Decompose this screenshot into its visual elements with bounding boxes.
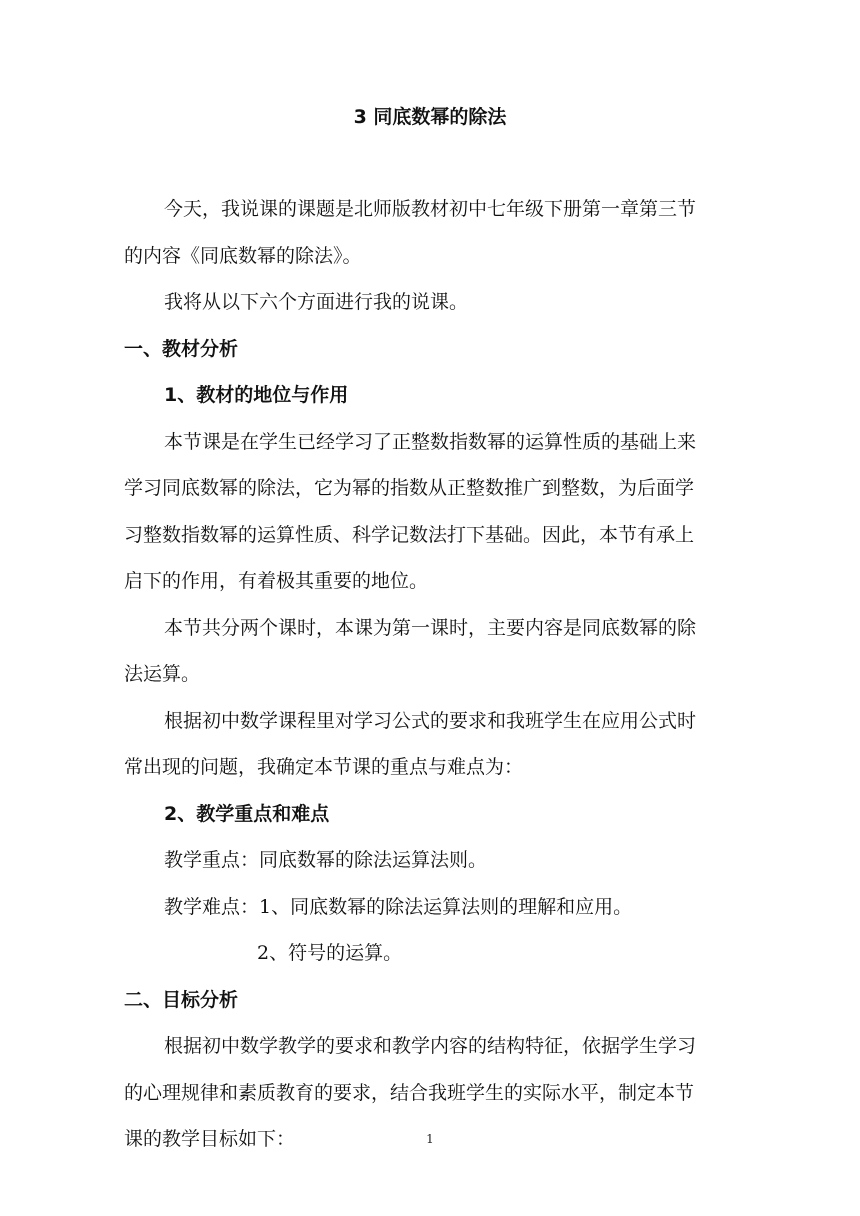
paragraph-line: 课的教学目标如下： (124, 1128, 296, 1150)
paragraph-line: 的内容《同底数幂的除法》。 (124, 244, 362, 267)
paragraph-line: 根据初中数学教学的要求和教学内容的结构特征，依据学生学习 (164, 1035, 697, 1057)
key-point-line: 教学重点：同底数幂的除法运算法则。 (164, 849, 488, 871)
difficulty-line: 教学难点：1、同底数幂的除法运算法则的理解和应用。 (164, 895, 633, 918)
paragraph-line: 今天，我说课的课题是北师版教材初中七年级下册第一章第三节 (164, 198, 697, 220)
paragraph-line: 本节共分两个课时，本课为第一课时，主要内容是同底数幂的除 (164, 616, 697, 639)
paragraph-line: 启下的作用，有着极其重要的地位。 (124, 570, 429, 592)
paragraph-line: 常出现的问题，我确定本节课的重点与难点为： (124, 756, 524, 778)
difficulty-continuation-line: 2、符号的运算。 (257, 942, 403, 964)
paragraph-line: 根据初中数学课程里对学习公式的要求和我班学生在应用公式时 (164, 709, 697, 732)
document-body (124, 186, 739, 1163)
paragraph-line: 我将从以下六个方面进行我的说课。 (164, 291, 469, 313)
page-number: 1 (426, 1132, 434, 1146)
paragraph-line: 学习同底数幂的除法，它为幂的指数从正整数推广到整数，为后面学 (124, 477, 695, 499)
subsection-heading-1: 1、教材的地位与作用 (164, 384, 349, 406)
section-heading-2: 二、目标分析 (124, 988, 239, 1011)
document-title: 3 同底数幂的除法 (353, 106, 507, 128)
paragraph-line: 的心理规律和素质教育的要求，结合我班学生的实际水平，制定本节 (124, 1081, 695, 1104)
paragraph-line: 习整数指数幂的运算性质、科学记数法打下基础。因此，本节有承上 (124, 523, 695, 546)
paragraph-line: 本节课是在学生已经学习了正整数指数幂的运算性质的基础上来 (164, 430, 697, 453)
section-heading-1: 一、教材分析 (124, 337, 239, 360)
paragraph-line: 法运算。 (124, 663, 201, 685)
subsection-heading-2: 2、教学重点和难点 (164, 802, 330, 825)
